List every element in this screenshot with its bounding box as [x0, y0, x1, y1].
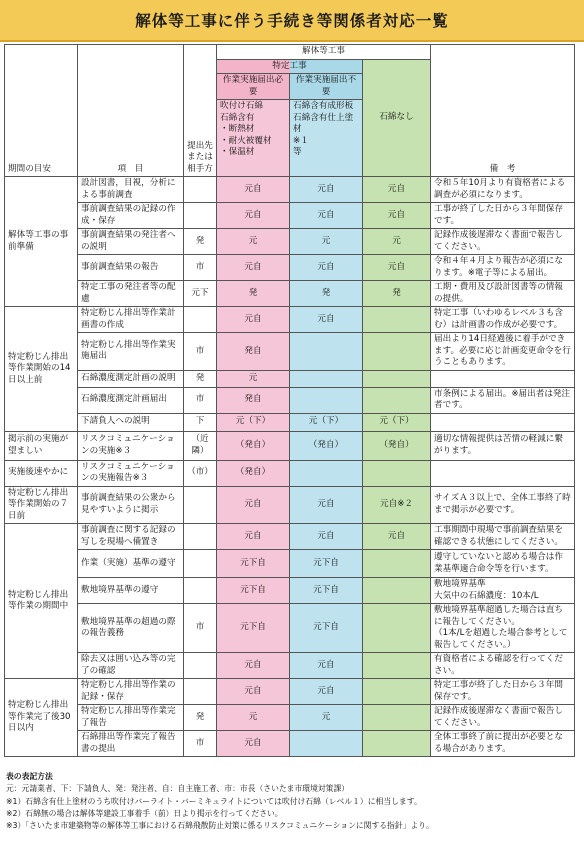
cat1-cell: 元 — [217, 229, 290, 255]
cat1-cell: 元自 — [217, 486, 290, 524]
table-row — [5, 604, 575, 653]
to-cell — [184, 177, 217, 203]
cat3-cell — [363, 307, 431, 333]
table-row — [5, 550, 575, 578]
table-row — [5, 177, 575, 203]
item-cell: 特定粉じん排出等作業計画書の作成 — [78, 307, 184, 333]
cat1-cell: 元自 — [217, 255, 290, 281]
remarks-cell: 特定工事が終了した日から３年間保存です。 — [431, 679, 575, 705]
item-cell: 事前調査結果の報告 — [78, 255, 184, 281]
cat3-cell: 元（下） — [363, 413, 431, 431]
to-cell: 発 — [184, 705, 217, 731]
to-cell: 発 — [184, 229, 217, 255]
item-cell: 特定粉じん排出等作業完了報告 — [78, 705, 184, 731]
remarks-cell — [431, 370, 575, 387]
table-row — [5, 333, 575, 371]
item-cell: 特定粉じん排出等作業実施届出 — [78, 333, 184, 371]
cat3-cell — [363, 387, 431, 413]
item-cell: 石綿濃度測定計画の説明 — [78, 370, 184, 387]
to-cell — [184, 486, 217, 524]
table-row — [5, 653, 575, 679]
header-to — [184, 45, 217, 177]
cat2-cell — [290, 387, 363, 413]
to-cell — [184, 653, 217, 679]
page-title-bar — [0, 0, 584, 42]
cat3-cell: 元自 — [363, 203, 431, 229]
cat2-cell: 元下自 — [290, 578, 363, 604]
cat2-cell: 元自 — [290, 255, 363, 281]
cat1-cell: 元自 — [217, 679, 290, 705]
cat3-cell — [363, 550, 431, 578]
cat2-cell — [290, 731, 363, 757]
table-row — [5, 413, 575, 431]
header-work-group: 解体等工事 — [217, 45, 431, 60]
header-cat2: 石綿含有成形板 石綿含有仕上塗材 ※１ 等 — [290, 100, 363, 177]
item-cell: 作業（実施）基準の遵守 — [78, 550, 184, 578]
remarks-cell — [431, 460, 575, 486]
cat3-cell — [363, 705, 431, 731]
cat3-cell — [363, 333, 431, 371]
remarks-cell: 敷地境界基準 大気中の石綿濃度：10本/L — [431, 578, 575, 604]
note-2: ※2）石綿無の場合は解体等建設工事着手（前）日より掲示を行ってください。 — [6, 808, 283, 818]
cat3-cell: 元自※２ — [363, 486, 431, 524]
cat3-cell: 元自 — [363, 255, 431, 281]
timing-cell: 特定粉じん排出等作業開始の14日以上前 — [5, 307, 78, 432]
remarks-cell: 全体工事終了前に提出が必要となる場合があります。 — [431, 731, 575, 757]
to-cell — [184, 578, 217, 604]
cat2-cell — [290, 460, 363, 486]
remarks-cell: サイズＡ３以上で、全体工事終了時まで掲示が必要です。 — [431, 486, 575, 524]
to-cell — [184, 550, 217, 578]
remarks-cell: 有資格者による確認を行ってください。 — [431, 653, 575, 679]
cat1-cell: 元自 — [217, 203, 290, 229]
to-cell — [184, 679, 217, 705]
table-row — [5, 486, 575, 524]
cat3-cell: 発 — [363, 281, 431, 307]
header-cat3: 石綿なし — [363, 59, 431, 177]
header-specified-group: 特定工事 — [217, 59, 363, 74]
table-row — [5, 431, 575, 460]
to-cell: 市 — [184, 731, 217, 757]
table-row — [5, 387, 575, 413]
to-cell: 元下 — [184, 281, 217, 307]
cat2-cell: 元自 — [290, 486, 363, 524]
table-row — [5, 307, 575, 333]
cat2-cell — [290, 370, 363, 387]
table-row — [5, 370, 575, 387]
cat2-cell — [290, 333, 363, 371]
timing-cell: 掲示前の実施が望ましい — [5, 431, 78, 460]
remarks-cell: 届出より14日経過後に着手ができます。必要に応じ計画変更命令を行うこともあります。 — [431, 333, 575, 371]
header-to-label: 提出先または相手方 — [187, 140, 213, 174]
table-row — [5, 460, 575, 486]
table-row — [5, 203, 575, 229]
cat1-cell: 発 — [217, 281, 290, 307]
cat1-cell: 発自 — [217, 387, 290, 413]
timing-cell: 特定粉じん排出等作業開始の７日前 — [5, 486, 78, 524]
cat1-cell: 元自 — [217, 177, 290, 203]
table-row — [5, 229, 575, 255]
header-remarks: 備 考 — [431, 45, 575, 177]
cat1-cell: 元自 — [217, 653, 290, 679]
item-cell: 事前調査結果の発注者への説明 — [78, 229, 184, 255]
item-cell: 特定粉じん排出等作業の記録・保存 — [78, 679, 184, 705]
header-sub-required: 作業実施届出必要 — [217, 74, 290, 100]
timing-cell: 解体等工事の事前準備 — [5, 177, 78, 307]
item-cell: リスクコミュニケーションの実施※３ — [78, 431, 184, 460]
remarks-cell: 市条例による届出。※届出者は発注者です。 — [431, 387, 575, 413]
remarks-cell: 工事が終了した日から３年間保存です。 — [431, 203, 575, 229]
item-cell: 事前調査に関する記録の写しを現場へ備置き — [78, 524, 184, 550]
to-cell — [184, 203, 217, 229]
cat3-cell — [363, 460, 431, 486]
cat3-cell — [363, 679, 431, 705]
item-cell: 石綿濃度測定計画届出 — [78, 387, 184, 413]
cat3-cell — [363, 731, 431, 757]
remarks-cell: 遵守していないと認める場合は作業基準適合命令等を行います。 — [431, 550, 575, 578]
remarks-cell: 適切な情報提供は苦情の軽減に繋がります。 — [431, 431, 575, 460]
cat1-cell: 元自 — [217, 307, 290, 333]
cat3-cell: 元 — [363, 229, 431, 255]
cat1-cell: 元（下） — [217, 413, 290, 431]
cat2-cell: 元（下） — [290, 413, 363, 431]
item-cell: 石綿排出等作業完了報告書の提出 — [78, 731, 184, 757]
item-cell: 特定工事の発注者等の配慮 — [78, 281, 184, 307]
cat1-cell: 元下自 — [217, 604, 290, 653]
cat2-cell: 発 — [290, 281, 363, 307]
item-cell: 下請負人への説明 — [78, 413, 184, 431]
cat3-cell — [363, 653, 431, 679]
table-row — [5, 524, 575, 550]
to-cell: 市 — [184, 604, 217, 653]
cat3-cell: （発自） — [363, 431, 431, 460]
remarks-cell: 記録作成後遅滞なく書面で報告してください。 — [431, 705, 575, 731]
remarks-cell: 工事期間中現場で事前調査結果を確認できる状態にしてください。 — [431, 524, 575, 550]
table-row — [5, 705, 575, 731]
remarks-cell: 記録作成後遅滞なく書面で報告してください。 — [431, 229, 575, 255]
to-cell: 下 — [184, 413, 217, 431]
item-cell: 除去又は囲い込み等の完了の確認 — [78, 653, 184, 679]
cat2-cell: 元自 — [290, 524, 363, 550]
table-row — [5, 255, 575, 281]
cat3-cell: 元自 — [363, 524, 431, 550]
cat2-cell: 元 — [290, 229, 363, 255]
cat2-cell: 元自 — [290, 653, 363, 679]
remarks-cell: 令和４年４月より報告が必須になります。※電子等による届出。 — [431, 255, 575, 281]
cat2-cell: 元自 — [290, 679, 363, 705]
header-timing: 期間の目安 — [5, 45, 78, 177]
cat3-cell: 元自 — [363, 177, 431, 203]
header-item: 項 目 — [78, 45, 184, 177]
notes-legend: 元：元請業者、下：下請負人、発：発注者、自：自主施工者、市：市長（さいたま市環境対策課） — [6, 784, 350, 794]
to-cell: （市） — [184, 460, 217, 486]
to-cell: 市 — [184, 255, 217, 281]
cat2-cell: 元 — [290, 705, 363, 731]
cat3-cell — [363, 604, 431, 653]
cat1-cell: 元 — [217, 705, 290, 731]
page-title: 解体等工事に伴う手続き等関係者対応一覧 — [135, 12, 449, 30]
cat1-cell: （発自） — [217, 431, 290, 460]
cat2-cell: 元下自 — [290, 550, 363, 578]
cat2-cell: 元自 — [290, 203, 363, 229]
header-cat1: 吹付け石綿 石綿含有 ・断熱材 ・耐火被覆材 ・保温材 — [217, 100, 290, 177]
timing-cell: 特定粉じん排出等作業の期間中 — [5, 524, 78, 679]
cat1-cell: 発自 — [217, 333, 290, 371]
item-cell: 敷地境界基準の遵守 — [78, 578, 184, 604]
note-3: ※3）「さいたま市建築物等の解体等工事における石綿飛散防止対策に係るリスクコミュニケーションに関する指針」より。 — [6, 821, 434, 831]
table-row — [5, 731, 575, 757]
cat3-cell — [363, 578, 431, 604]
to-cell: 発 — [184, 370, 217, 387]
remarks-cell — [431, 413, 575, 431]
header-sub-not-required: 作業実施届出不要 — [290, 74, 363, 100]
remarks-cell: 敷地境界基準超過した場合は直ちに報告してください。 （1本/Lを超過した場合参考として報告してください。） — [431, 604, 575, 653]
remarks-cell: 工期・費用及び設計図書等の情報の提供。 — [431, 281, 575, 307]
item-cell: リスクコミュニケーションの実施報告※３ — [78, 460, 184, 486]
to-cell: 市 — [184, 333, 217, 371]
to-cell — [184, 307, 217, 333]
item-cell: 事前調査結果の公衆から見やすいように掲示 — [78, 486, 184, 524]
procedure-table — [4, 44, 575, 757]
cat2-cell: 元自 — [290, 307, 363, 333]
table-row — [5, 679, 575, 705]
to-cell — [184, 524, 217, 550]
cat2-cell: 元自 — [290, 177, 363, 203]
cat1-cell: 元自 — [217, 731, 290, 757]
cat1-cell: 元下自 — [217, 550, 290, 578]
remarks-cell: 特定工事（いわゆるレベル３も含む）は計画書の作成が必要です。 — [431, 307, 575, 333]
item-cell: 設計図書，目視，分析による事前調査 — [78, 177, 184, 203]
cat1-cell: 元 — [217, 370, 290, 387]
remarks-cell: 令和５年10月より有資格者による調査が必須になります。 — [431, 177, 575, 203]
table-row — [5, 578, 575, 604]
note-1: ※1）石綿含有仕上塗材のうち吹付けバーライト・バーミキュライトについては吹付け石綿（レベル１）に相当します。 — [6, 796, 422, 806]
item-cell: 事前調査結果の記録の作成・保存 — [78, 203, 184, 229]
cat2-cell: 元下自 — [290, 604, 363, 653]
timing-cell: 特定粉じん排出等作業完了後30日以内 — [5, 679, 78, 757]
notes — [6, 771, 578, 832]
cat1-cell: 元自 — [217, 524, 290, 550]
table-row — [5, 281, 575, 307]
timing-cell: 実施後速やかに — [5, 460, 78, 486]
notes-heading: 表の表記方法 — [6, 772, 53, 781]
cat1-cell: 元下自 — [217, 578, 290, 604]
item-cell: 敷地境界基準の超過の際の報告義務 — [78, 604, 184, 653]
cat1-cell: （発自） — [217, 460, 290, 486]
to-cell: 市 — [184, 387, 217, 413]
cat2-cell: （発自） — [290, 431, 363, 460]
cat3-cell — [363, 370, 431, 387]
to-cell: （近隣） — [184, 431, 217, 460]
